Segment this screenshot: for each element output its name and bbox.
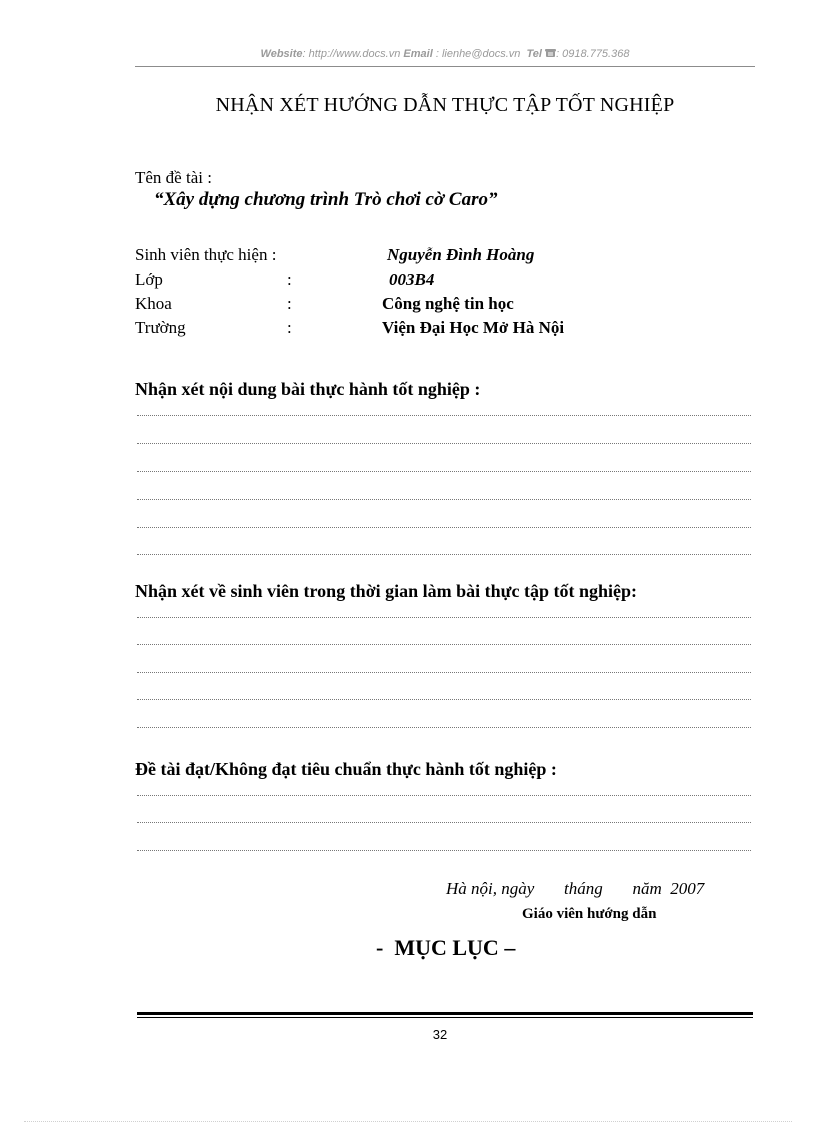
answer-line[interactable] — [137, 672, 751, 673]
section-heading-student: Nhận xét về sinh viên trong thời gian làm bài thực tập tốt nghiệp: — [135, 581, 637, 601]
answer-line[interactable] — [137, 727, 751, 728]
header-rule — [135, 66, 755, 67]
signature-teacher: Giáo viên hướng dẫn — [522, 906, 657, 922]
email-label: Email — [403, 48, 433, 60]
page-number: 32 — [432, 1027, 448, 1042]
answer-line[interactable] — [137, 699, 751, 700]
answer-line[interactable] — [137, 527, 751, 528]
answer-line[interactable] — [137, 822, 751, 823]
page-title: NHẬN XÉT HƯỚNG DẪN THỰC TẬP TỐT NGHIỆP — [215, 94, 675, 116]
page-header — [135, 48, 755, 60]
answer-line[interactable] — [137, 443, 751, 444]
info-colon-school: : — [287, 318, 292, 337]
answer-line[interactable] — [137, 617, 751, 618]
section-heading-content: Nhận xét nội dung bài thực hành tốt nghiệp : — [135, 379, 481, 399]
info-label-class: Lớp — [135, 270, 163, 289]
answer-line[interactable] — [137, 554, 751, 555]
topic-label: Tên đề tài : — [135, 168, 212, 187]
footer-rule-thick — [137, 1012, 753, 1015]
info-value-faculty: Công nghệ tin học — [382, 294, 514, 313]
signature-date: Hà nội, ngày tháng năm 2007 — [446, 879, 705, 898]
info-value-class: 003B4 — [389, 270, 435, 289]
answer-line[interactable] — [137, 499, 751, 500]
info-value-student: Nguyễn Đình Hoàng — [387, 245, 535, 264]
footer-rule-thin — [137, 1017, 753, 1018]
answer-line[interactable] — [137, 644, 751, 645]
answer-line[interactable] — [137, 471, 751, 472]
phone-icon — [545, 48, 556, 58]
info-colon-class: : — [287, 270, 292, 289]
info-colon-faculty: : — [287, 294, 292, 313]
answer-line[interactable] — [137, 415, 751, 416]
tel-value: : 0918.775.368 — [556, 48, 630, 60]
toc-heading: - MỤC LỤC – — [376, 935, 516, 960]
section-heading-result: Đề tài đạt/Không đạt tiêu chuẩn thực hành tốt nghiệp : — [135, 759, 557, 779]
email-value: : lienhe@docs.vn — [435, 48, 521, 60]
answer-line[interactable] — [137, 795, 751, 796]
info-value-school: Viện Đại Học Mở Hà Nội — [382, 318, 565, 337]
answer-line[interactable] — [137, 850, 751, 851]
info-label-student: Sinh viên thực hiện : — [135, 245, 277, 264]
info-label-school: Trường — [135, 318, 186, 337]
website-label: Website — [260, 48, 303, 60]
info-label-faculty: Khoa — [135, 294, 172, 313]
tel-label: Tel — [526, 48, 542, 60]
topic-value: “Xây dựng chương trình Trò chơi cờ Caro” — [154, 189, 498, 210]
page-bottom-border — [24, 1121, 792, 1122]
website-value: : http://www.docs.vn — [302, 48, 401, 60]
